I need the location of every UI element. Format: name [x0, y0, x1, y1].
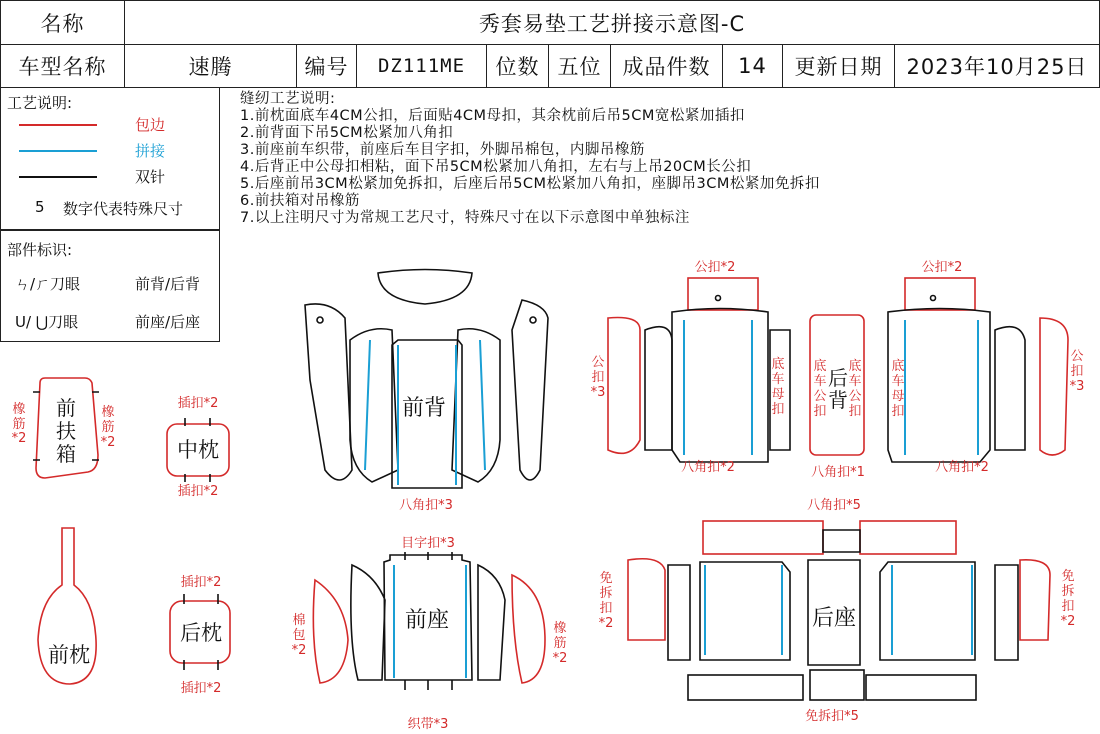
date-label: 更新日期 — [783, 45, 895, 87]
svg-text:车: 车 — [848, 374, 862, 389]
svg-text:公: 公 — [1070, 349, 1084, 364]
svg-text:底: 底 — [771, 357, 785, 372]
front-seat-bottom-label: 织带*3 — [407, 717, 449, 732]
svg-text:拆: 拆 — [1061, 584, 1075, 599]
rear-seat-label: 后座 — [811, 606, 857, 631]
mid-pillow-label: 中枕 — [177, 438, 219, 462]
note-line: 6.前扶箱对吊橡筋 — [240, 193, 360, 209]
u-symbol: U/ ⋃刀眼 — [15, 313, 79, 331]
svg-text:车: 车 — [891, 374, 905, 389]
num-desc: 数字代表特殊尺寸 — [63, 200, 184, 218]
note-line: 1.前枕面底车4CM公扣，后面贴4CM母扣，其余枕前后吊5CM宽松紧加插扣 — [240, 108, 745, 124]
armrest-right-label — [101, 404, 116, 450]
name-label: 名称 — [1, 1, 125, 45]
front-seat-top-label: 目字扣*3 — [401, 536, 455, 551]
svg-text:车: 车 — [813, 374, 827, 389]
svg-text:*3: *3 — [590, 385, 606, 400]
date-value: 2023年10月25日 — [906, 55, 1088, 79]
pieces-value: 14 — [723, 45, 783, 87]
front-pillow-label: 前枕 — [48, 643, 90, 667]
rear-back-right-label — [1070, 349, 1085, 394]
rear-back-bottom-right-label: 八角扣*2 — [935, 460, 989, 475]
front-seat-left-label — [292, 612, 307, 658]
svg-text:扣: 扣 — [1061, 599, 1075, 614]
rear-back-label-1: 后 — [828, 366, 848, 390]
note-line: 2.前背面下吊5CM松紧加八角扣 — [240, 125, 454, 141]
svg-text:筋: 筋 — [553, 636, 567, 651]
svg-text:*3: *3 — [1069, 379, 1085, 394]
rear-seat-left-label — [599, 571, 614, 631]
front-seat-right-label — [553, 620, 568, 666]
note-line: 3.前座前车织带，前座后车目字扣，外脚吊棉包，内脚吊橡筋 — [240, 142, 645, 158]
front-back-label: 前背 — [401, 396, 447, 421]
rear-back-inner-left-label — [771, 356, 784, 417]
rear-pillow-top-label: 插扣*2 — [180, 575, 222, 590]
svg-text:公: 公 — [591, 355, 605, 370]
svg-text:*2: *2 — [100, 435, 116, 450]
front-armrest-label-3: 箱 — [56, 442, 76, 466]
svg-text:包: 包 — [292, 628, 306, 643]
front-seat-label: 前座 — [404, 608, 450, 633]
svg-text:扣: 扣 — [599, 601, 613, 616]
double-needle-label: 双针 — [135, 168, 166, 186]
svg-text:橡: 橡 — [553, 621, 567, 636]
rear-back-bottom-mid-label: 八角扣*1 — [811, 465, 865, 480]
mid-top-label: 插扣*2 — [177, 396, 219, 411]
svg-text:筋: 筋 — [12, 417, 26, 432]
svg-text:筋: 筋 — [101, 420, 115, 435]
svg-text:底: 底 — [891, 359, 905, 374]
svg-text:公: 公 — [848, 389, 862, 404]
pieces-label: 成品件数 — [611, 45, 723, 87]
svg-text:底: 底 — [848, 359, 862, 374]
note-line: 7.以上注明尺寸为常规工艺尺寸，特殊尺寸在以下示意图中单独标注 — [240, 210, 690, 226]
svg-text:*2: *2 — [291, 643, 307, 658]
note-line: 4.后背正中公母扣相粘，面下吊5CM松紧加八角扣，左右与上吊20CM长公扣 — [240, 159, 752, 175]
knife-desc: 前背/后背 — [135, 275, 201, 293]
svg-text:扣: 扣 — [813, 404, 827, 419]
rear-seat-top-label: 八角扣*5 — [807, 498, 861, 513]
svg-text:车: 车 — [771, 372, 785, 387]
page-title: 秀套易垫工艺拼接示意图-C — [125, 1, 1099, 45]
svg-text:公: 公 — [813, 389, 827, 404]
code-label: 编号 — [297, 45, 357, 87]
rear-back-top-right-label: 公扣*2 — [921, 260, 963, 275]
svg-text:棉: 棉 — [292, 613, 306, 628]
splice-label: 拼接 — [135, 142, 166, 160]
seats-value: 五位 — [549, 45, 611, 87]
svg-text:*2: *2 — [11, 431, 27, 446]
rear-pillow-bottom-label: 插扣*2 — [180, 681, 222, 696]
code-value: DZ111ME — [357, 45, 487, 87]
rear-back-inner-right-label — [891, 358, 904, 419]
rear-pillow-label: 后枕 — [180, 621, 222, 645]
note-line: 5.后座前吊3CM松紧加免拆扣，后座后吊5CM松紧加八角扣，座脚吊3CM松紧加免拆扣 — [240, 176, 820, 192]
rear-back-left-label — [591, 355, 606, 400]
armrest-left-label — [12, 401, 27, 446]
svg-text:母: 母 — [771, 387, 785, 402]
notes-title: 缝纫工艺说明: — [240, 91, 336, 107]
svg-text:扣: 扣 — [848, 404, 862, 419]
front-back-piece — [305, 270, 548, 489]
svg-text:免: 免 — [599, 571, 613, 586]
u-desc: 前座/后座 — [135, 313, 201, 331]
svg-text:拆: 拆 — [599, 586, 613, 601]
rear-back-top-left-label: 公扣*2 — [694, 260, 736, 275]
front-armrest-label-2: 扶 — [56, 419, 76, 443]
svg-text:底: 底 — [813, 359, 827, 374]
rear-back-center-right-label — [848, 358, 861, 419]
svg-text:*2: *2 — [1060, 614, 1076, 629]
svg-text:橡: 橡 — [12, 402, 26, 417]
rear-back-bottom-left-label: 八角扣*2 — [681, 460, 735, 475]
rear-back-label-2: 背 — [828, 388, 848, 412]
svg-text:*2: *2 — [552, 651, 568, 666]
svg-text:橡: 橡 — [101, 405, 115, 420]
num-example: 5 — [35, 198, 45, 216]
mid-bottom-label: 插扣*2 — [177, 484, 219, 499]
svg-text:*2: *2 — [598, 616, 614, 631]
svg-text:扣: 扣 — [591, 370, 605, 385]
front-armrest-label-1: 前 — [56, 396, 76, 420]
svg-text:母: 母 — [891, 389, 905, 404]
rear-seat-bottom-label: 免拆扣*5 — [805, 709, 859, 724]
svg-text:扣: 扣 — [1070, 364, 1084, 379]
knife-symbol: ㄣ/ㄏ刀眼 — [15, 275, 81, 293]
model-label: 车型名称 — [1, 45, 125, 87]
svg-text:扣: 扣 — [891, 404, 905, 419]
seats-label: 位数 — [487, 45, 549, 87]
rear-back-center-left-label — [813, 358, 826, 419]
svg-text:免: 免 — [1061, 569, 1075, 584]
binding-label: 包边 — [135, 116, 166, 134]
svg-text:扣: 扣 — [771, 402, 785, 417]
front-back-bottom-label: 八角扣*3 — [399, 498, 453, 513]
parts-legend-title: 部件标识: — [7, 241, 73, 259]
legend-title: 工艺说明: — [7, 94, 73, 112]
rear-seat-right-label — [1061, 569, 1076, 629]
model-value: 速腾 — [125, 45, 297, 87]
